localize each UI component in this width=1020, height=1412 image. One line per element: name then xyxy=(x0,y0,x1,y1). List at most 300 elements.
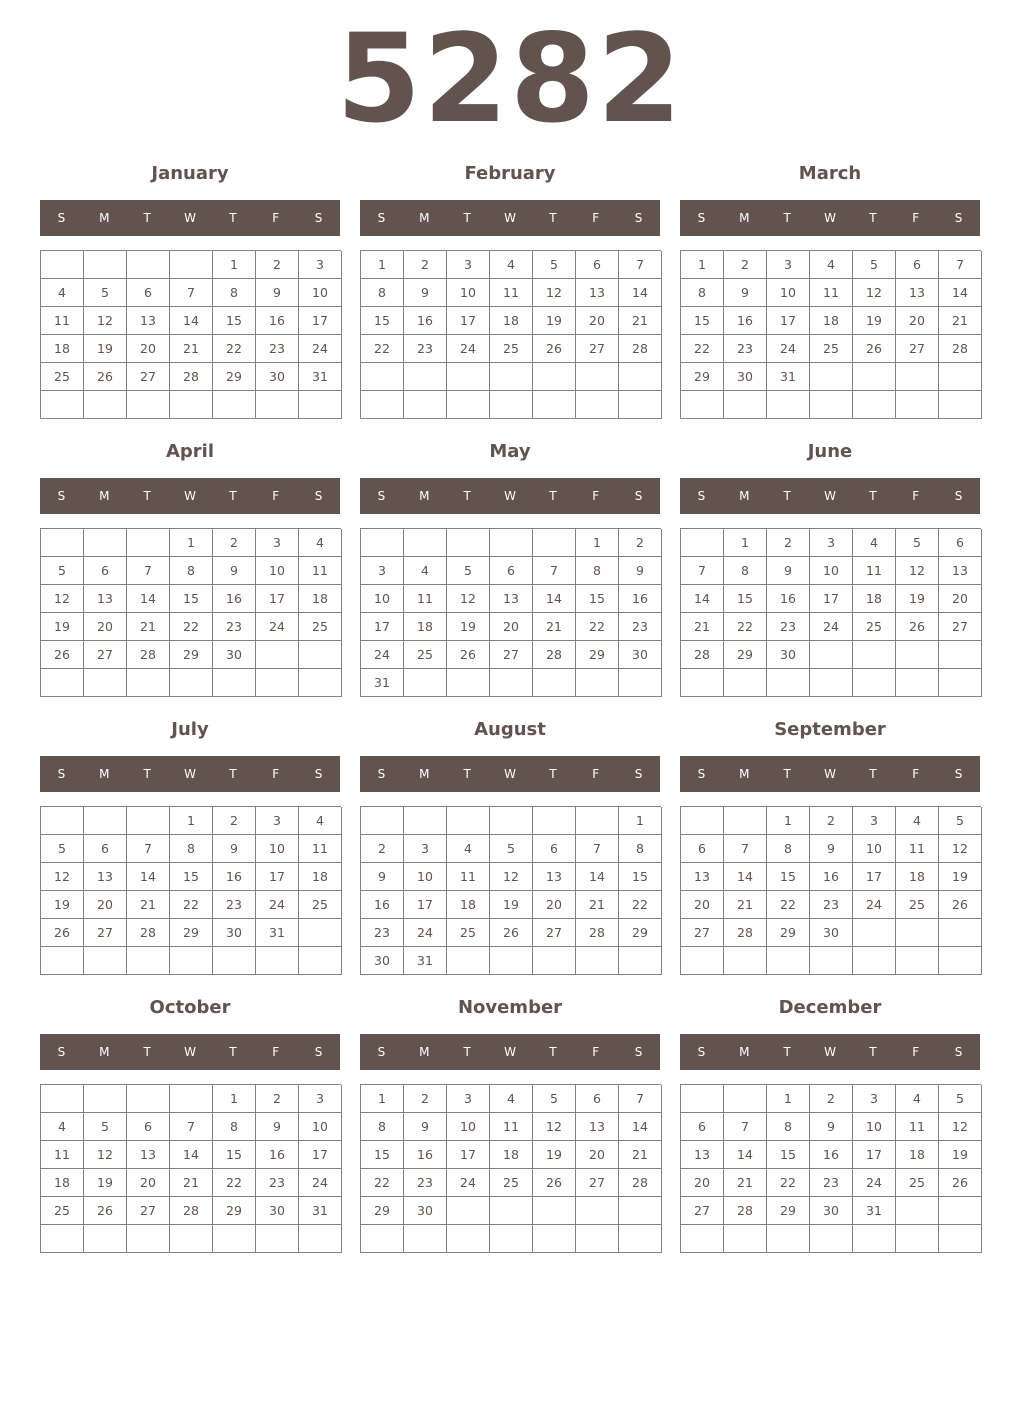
day-cell: 3 xyxy=(767,251,810,279)
day-cell: 10 xyxy=(299,1113,342,1141)
day-cell: 21 xyxy=(170,1169,213,1197)
weekday-header: S xyxy=(377,1045,386,1059)
empty-day-cell xyxy=(213,947,256,975)
day-cell: 23 xyxy=(256,1169,299,1197)
day-cell: 16 xyxy=(213,863,256,891)
empty-day-cell xyxy=(619,947,662,975)
weekday-header: S xyxy=(697,767,706,781)
empty-day-cell xyxy=(681,807,724,835)
day-cell: 16 xyxy=(724,307,767,335)
day-cell: 2 xyxy=(619,529,662,557)
day-cell: 17 xyxy=(810,585,853,613)
day-cell: 16 xyxy=(256,1141,299,1169)
day-cell: 22 xyxy=(619,891,662,919)
day-cell: 27 xyxy=(576,1169,619,1197)
day-cell: 27 xyxy=(127,1197,170,1225)
day-cell: 16 xyxy=(404,307,447,335)
day-cell: 21 xyxy=(681,613,724,641)
day-cell: 2 xyxy=(361,835,404,863)
day-cell: 18 xyxy=(41,1169,84,1197)
day-cell: 19 xyxy=(939,863,982,891)
day-cell: 17 xyxy=(256,585,299,613)
day-cell: 30 xyxy=(361,947,404,975)
day-cell: 14 xyxy=(939,279,982,307)
weekday-header: M xyxy=(739,489,750,503)
day-cell: 12 xyxy=(939,835,982,863)
empty-day-cell xyxy=(810,363,853,391)
empty-day-cell xyxy=(896,947,939,975)
weekday-header-bar xyxy=(680,756,980,792)
weekday-header-bar xyxy=(360,756,660,792)
day-cell: 16 xyxy=(361,891,404,919)
empty-day-cell xyxy=(767,1225,810,1253)
day-cell: 26 xyxy=(939,891,982,919)
weekday-header: S xyxy=(377,767,386,781)
day-cell: 10 xyxy=(404,863,447,891)
empty-day-cell xyxy=(256,947,299,975)
day-cell: 11 xyxy=(447,863,490,891)
empty-day-cell xyxy=(447,1197,490,1225)
day-cell: 17 xyxy=(299,307,342,335)
day-cell: 10 xyxy=(767,279,810,307)
day-cell: 6 xyxy=(939,529,982,557)
day-cell: 4 xyxy=(896,1085,939,1113)
day-cell: 8 xyxy=(361,279,404,307)
day-cell: 3 xyxy=(404,835,447,863)
empty-day-cell xyxy=(853,919,896,947)
day-cell: 23 xyxy=(256,335,299,363)
empty-day-cell xyxy=(404,391,447,419)
weekday-header: T xyxy=(463,1045,471,1059)
day-cell: 13 xyxy=(490,585,533,613)
day-cell: 25 xyxy=(490,335,533,363)
day-cell: 27 xyxy=(84,641,127,669)
day-cell: 2 xyxy=(213,529,256,557)
empty-day-cell xyxy=(361,529,404,557)
day-cell: 21 xyxy=(533,613,576,641)
day-cell: 29 xyxy=(576,641,619,669)
day-cell: 17 xyxy=(361,613,404,641)
day-cell: 31 xyxy=(404,947,447,975)
day-cell: 9 xyxy=(724,279,767,307)
weekday-header: T xyxy=(143,211,151,225)
day-cell: 2 xyxy=(256,1085,299,1113)
day-cell: 28 xyxy=(127,919,170,947)
day-cell: 16 xyxy=(767,585,810,613)
empty-day-cell xyxy=(767,669,810,697)
empty-day-cell xyxy=(939,363,982,391)
day-cell: 10 xyxy=(447,1113,490,1141)
day-cell: 20 xyxy=(127,335,170,363)
day-grid xyxy=(680,806,981,975)
day-cell: 29 xyxy=(213,363,256,391)
empty-day-cell xyxy=(84,1085,127,1113)
weekday-header: M xyxy=(419,489,430,503)
day-cell: 22 xyxy=(361,1169,404,1197)
day-cell: 13 xyxy=(533,863,576,891)
day-cell: 25 xyxy=(896,1169,939,1197)
day-grid xyxy=(40,806,341,975)
weekday-header: M xyxy=(99,211,110,225)
day-cell: 17 xyxy=(853,1141,896,1169)
day-cell: 15 xyxy=(767,1141,810,1169)
day-cell: 19 xyxy=(41,613,84,641)
day-cell: 7 xyxy=(681,557,724,585)
empty-day-cell xyxy=(896,919,939,947)
day-cell: 11 xyxy=(299,835,342,863)
day-cell: 12 xyxy=(84,307,127,335)
empty-day-cell xyxy=(681,1225,724,1253)
day-cell: 23 xyxy=(361,919,404,947)
day-cell: 5 xyxy=(84,1113,127,1141)
day-cell: 5 xyxy=(939,1085,982,1113)
day-cell: 26 xyxy=(41,641,84,669)
empty-day-cell xyxy=(213,669,256,697)
weekday-header: M xyxy=(419,211,430,225)
day-cell: 8 xyxy=(576,557,619,585)
empty-day-cell xyxy=(853,391,896,419)
day-cell: 25 xyxy=(896,891,939,919)
month-name: November xyxy=(457,997,563,1018)
weekday-header: T xyxy=(549,767,557,781)
day-cell: 11 xyxy=(490,1113,533,1141)
day-cell: 4 xyxy=(490,1085,533,1113)
day-grid xyxy=(40,250,341,419)
empty-day-cell xyxy=(41,807,84,835)
day-cell: 21 xyxy=(724,891,767,919)
empty-day-cell xyxy=(724,1225,767,1253)
day-cell: 27 xyxy=(127,363,170,391)
day-cell: 16 xyxy=(213,585,256,613)
empty-day-cell xyxy=(361,391,404,419)
weekday-header: S xyxy=(634,767,643,781)
weekday-header: T xyxy=(229,211,237,225)
day-cell: 11 xyxy=(490,279,533,307)
weekday-header: M xyxy=(99,767,110,781)
day-cell: 2 xyxy=(213,807,256,835)
day-cell: 7 xyxy=(127,835,170,863)
day-cell: 18 xyxy=(299,585,342,613)
day-cell: 11 xyxy=(853,557,896,585)
empty-day-cell xyxy=(299,641,342,669)
day-cell: 27 xyxy=(896,335,939,363)
day-cell: 1 xyxy=(170,529,213,557)
day-cell: 3 xyxy=(299,1085,342,1113)
day-cell: 5 xyxy=(896,529,939,557)
weekday-header: S xyxy=(954,489,963,503)
day-cell: 22 xyxy=(213,335,256,363)
empty-day-cell xyxy=(533,363,576,391)
day-cell: 21 xyxy=(724,1169,767,1197)
day-cell: 23 xyxy=(724,335,767,363)
day-cell: 31 xyxy=(299,1197,342,1225)
empty-day-cell xyxy=(896,669,939,697)
day-cell: 12 xyxy=(853,279,896,307)
empty-day-cell xyxy=(490,1225,533,1253)
empty-day-cell xyxy=(724,669,767,697)
day-cell: 20 xyxy=(533,891,576,919)
weekday-header: S xyxy=(634,211,643,225)
empty-day-cell xyxy=(619,1225,662,1253)
weekday-header: T xyxy=(463,489,471,503)
weekday-header: F xyxy=(592,767,600,781)
day-cell: 14 xyxy=(170,1141,213,1169)
day-cell: 13 xyxy=(681,863,724,891)
day-cell: 23 xyxy=(404,335,447,363)
day-cell: 6 xyxy=(896,251,939,279)
day-cell: 12 xyxy=(41,585,84,613)
empty-day-cell xyxy=(84,669,127,697)
weekday-header: S xyxy=(954,767,963,781)
day-cell: 19 xyxy=(490,891,533,919)
day-cell: 31 xyxy=(299,363,342,391)
day-cell: 26 xyxy=(41,919,84,947)
weekday-header: S xyxy=(314,767,323,781)
day-cell: 9 xyxy=(361,863,404,891)
day-cell: 7 xyxy=(170,279,213,307)
day-cell: 15 xyxy=(213,307,256,335)
empty-day-cell xyxy=(447,947,490,975)
empty-day-cell xyxy=(767,391,810,419)
day-cell: 10 xyxy=(256,557,299,585)
day-grid xyxy=(360,250,661,419)
empty-day-cell xyxy=(810,391,853,419)
day-cell: 31 xyxy=(853,1197,896,1225)
empty-day-cell xyxy=(576,807,619,835)
day-cell: 1 xyxy=(213,251,256,279)
day-cell: 16 xyxy=(619,585,662,613)
day-cell: 5 xyxy=(939,807,982,835)
empty-day-cell xyxy=(576,1225,619,1253)
month-name: April xyxy=(165,441,215,462)
weekday-header: M xyxy=(419,767,430,781)
day-cell: 28 xyxy=(619,335,662,363)
day-cell: 26 xyxy=(447,641,490,669)
day-cell: 18 xyxy=(404,613,447,641)
weekday-header: W xyxy=(184,1045,196,1059)
day-cell: 22 xyxy=(170,891,213,919)
empty-day-cell xyxy=(170,391,213,419)
empty-day-cell xyxy=(447,363,490,391)
empty-day-cell xyxy=(299,1225,342,1253)
weekday-header-bar xyxy=(680,200,980,236)
weekday-header: T xyxy=(869,211,877,225)
day-cell: 26 xyxy=(939,1169,982,1197)
day-cell: 27 xyxy=(939,613,982,641)
empty-day-cell xyxy=(810,947,853,975)
day-grid xyxy=(40,528,341,697)
day-cell: 13 xyxy=(84,863,127,891)
day-cell: 28 xyxy=(170,1197,213,1225)
day-cell: 14 xyxy=(724,863,767,891)
weekday-header: T xyxy=(229,767,237,781)
empty-day-cell xyxy=(404,669,447,697)
weekday-header: W xyxy=(184,211,196,225)
day-cell: 3 xyxy=(447,251,490,279)
day-cell: 3 xyxy=(853,807,896,835)
empty-day-cell xyxy=(490,363,533,391)
day-cell: 26 xyxy=(896,613,939,641)
day-cell: 12 xyxy=(939,1113,982,1141)
weekday-header: M xyxy=(739,1045,750,1059)
day-cell: 22 xyxy=(361,335,404,363)
empty-day-cell xyxy=(361,1225,404,1253)
day-cell: 3 xyxy=(256,807,299,835)
empty-day-cell xyxy=(810,641,853,669)
day-cell: 19 xyxy=(896,585,939,613)
day-cell: 7 xyxy=(170,1113,213,1141)
day-cell: 4 xyxy=(299,529,342,557)
weekday-header: F xyxy=(592,489,600,503)
day-cell: 7 xyxy=(619,1085,662,1113)
empty-day-cell xyxy=(490,807,533,835)
month-name: March xyxy=(798,163,862,184)
day-cell: 2 xyxy=(404,251,447,279)
weekday-header: F xyxy=(272,767,280,781)
day-cell: 24 xyxy=(810,613,853,641)
day-cell: 10 xyxy=(447,279,490,307)
day-cell: 3 xyxy=(361,557,404,585)
day-cell: 8 xyxy=(361,1113,404,1141)
empty-day-cell xyxy=(724,391,767,419)
weekday-header: F xyxy=(912,767,920,781)
month-name: October xyxy=(149,997,231,1018)
day-cell: 23 xyxy=(810,1169,853,1197)
day-cell: 10 xyxy=(853,835,896,863)
empty-day-cell xyxy=(84,1225,127,1253)
day-cell: 28 xyxy=(127,641,170,669)
empty-day-cell xyxy=(84,947,127,975)
empty-day-cell xyxy=(896,1225,939,1253)
day-cell: 3 xyxy=(810,529,853,557)
day-cell: 2 xyxy=(256,251,299,279)
day-cell: 7 xyxy=(939,251,982,279)
day-cell: 15 xyxy=(681,307,724,335)
day-cell: 8 xyxy=(767,835,810,863)
weekday-header: T xyxy=(549,489,557,503)
day-cell: 18 xyxy=(853,585,896,613)
day-cell: 19 xyxy=(853,307,896,335)
empty-day-cell xyxy=(681,391,724,419)
weekday-header: T xyxy=(463,767,471,781)
empty-day-cell xyxy=(576,669,619,697)
empty-day-cell xyxy=(299,947,342,975)
day-cell: 21 xyxy=(619,1141,662,1169)
day-cell: 20 xyxy=(576,307,619,335)
weekday-header-bar xyxy=(40,756,340,792)
day-cell: 6 xyxy=(576,1085,619,1113)
day-cell: 12 xyxy=(896,557,939,585)
empty-day-cell xyxy=(404,1225,447,1253)
day-cell: 14 xyxy=(619,1113,662,1141)
empty-day-cell xyxy=(853,641,896,669)
day-cell: 17 xyxy=(853,863,896,891)
day-cell: 27 xyxy=(681,1197,724,1225)
day-cell: 21 xyxy=(127,891,170,919)
day-cell: 12 xyxy=(41,863,84,891)
empty-day-cell xyxy=(127,391,170,419)
empty-day-cell xyxy=(84,529,127,557)
day-cell: 25 xyxy=(490,1169,533,1197)
day-cell: 5 xyxy=(533,251,576,279)
day-cell: 5 xyxy=(853,251,896,279)
day-cell: 2 xyxy=(767,529,810,557)
day-cell: 21 xyxy=(619,307,662,335)
day-cell: 28 xyxy=(576,919,619,947)
day-cell: 20 xyxy=(576,1141,619,1169)
weekday-header: T xyxy=(783,1045,791,1059)
empty-day-cell xyxy=(810,1225,853,1253)
day-cell: 31 xyxy=(767,363,810,391)
empty-day-cell xyxy=(896,641,939,669)
empty-day-cell xyxy=(939,919,982,947)
day-cell: 20 xyxy=(681,1169,724,1197)
day-cell: 30 xyxy=(404,1197,447,1225)
empty-day-cell xyxy=(619,669,662,697)
empty-day-cell xyxy=(41,251,84,279)
day-cell: 13 xyxy=(127,307,170,335)
day-grid xyxy=(680,528,981,697)
empty-day-cell xyxy=(127,947,170,975)
day-cell: 6 xyxy=(681,1113,724,1141)
weekday-header-bar xyxy=(680,1034,980,1070)
day-cell: 4 xyxy=(447,835,490,863)
day-cell: 30 xyxy=(213,919,256,947)
day-cell: 6 xyxy=(84,835,127,863)
weekday-header: S xyxy=(57,1045,66,1059)
day-cell: 24 xyxy=(447,335,490,363)
empty-day-cell xyxy=(576,391,619,419)
day-cell: 6 xyxy=(127,279,170,307)
day-grid xyxy=(360,806,661,975)
day-cell: 29 xyxy=(361,1197,404,1225)
weekday-header: T xyxy=(143,767,151,781)
empty-day-cell xyxy=(939,669,982,697)
day-cell: 8 xyxy=(767,1113,810,1141)
weekday-header: F xyxy=(592,1045,600,1059)
empty-day-cell xyxy=(853,669,896,697)
empty-day-cell xyxy=(127,669,170,697)
day-cell: 25 xyxy=(41,1197,84,1225)
empty-day-cell xyxy=(724,1085,767,1113)
empty-day-cell xyxy=(404,529,447,557)
day-cell: 19 xyxy=(533,1141,576,1169)
weekday-header: S xyxy=(377,211,386,225)
day-cell: 14 xyxy=(127,863,170,891)
weekday-header: T xyxy=(143,489,151,503)
day-cell: 10 xyxy=(361,585,404,613)
weekday-header: T xyxy=(549,1045,557,1059)
day-cell: 24 xyxy=(299,1169,342,1197)
weekday-header: S xyxy=(314,489,323,503)
day-cell: 8 xyxy=(213,1113,256,1141)
empty-day-cell xyxy=(127,807,170,835)
empty-day-cell xyxy=(447,529,490,557)
day-cell: 1 xyxy=(619,807,662,835)
empty-day-cell xyxy=(533,947,576,975)
weekday-header: S xyxy=(954,1045,963,1059)
empty-day-cell xyxy=(576,1197,619,1225)
day-cell: 15 xyxy=(213,1141,256,1169)
month-name: September xyxy=(774,719,886,740)
day-cell: 25 xyxy=(853,613,896,641)
empty-day-cell xyxy=(490,947,533,975)
day-cell: 12 xyxy=(490,863,533,891)
empty-day-cell xyxy=(213,391,256,419)
day-cell: 9 xyxy=(256,279,299,307)
day-cell: 22 xyxy=(170,613,213,641)
empty-day-cell xyxy=(299,669,342,697)
